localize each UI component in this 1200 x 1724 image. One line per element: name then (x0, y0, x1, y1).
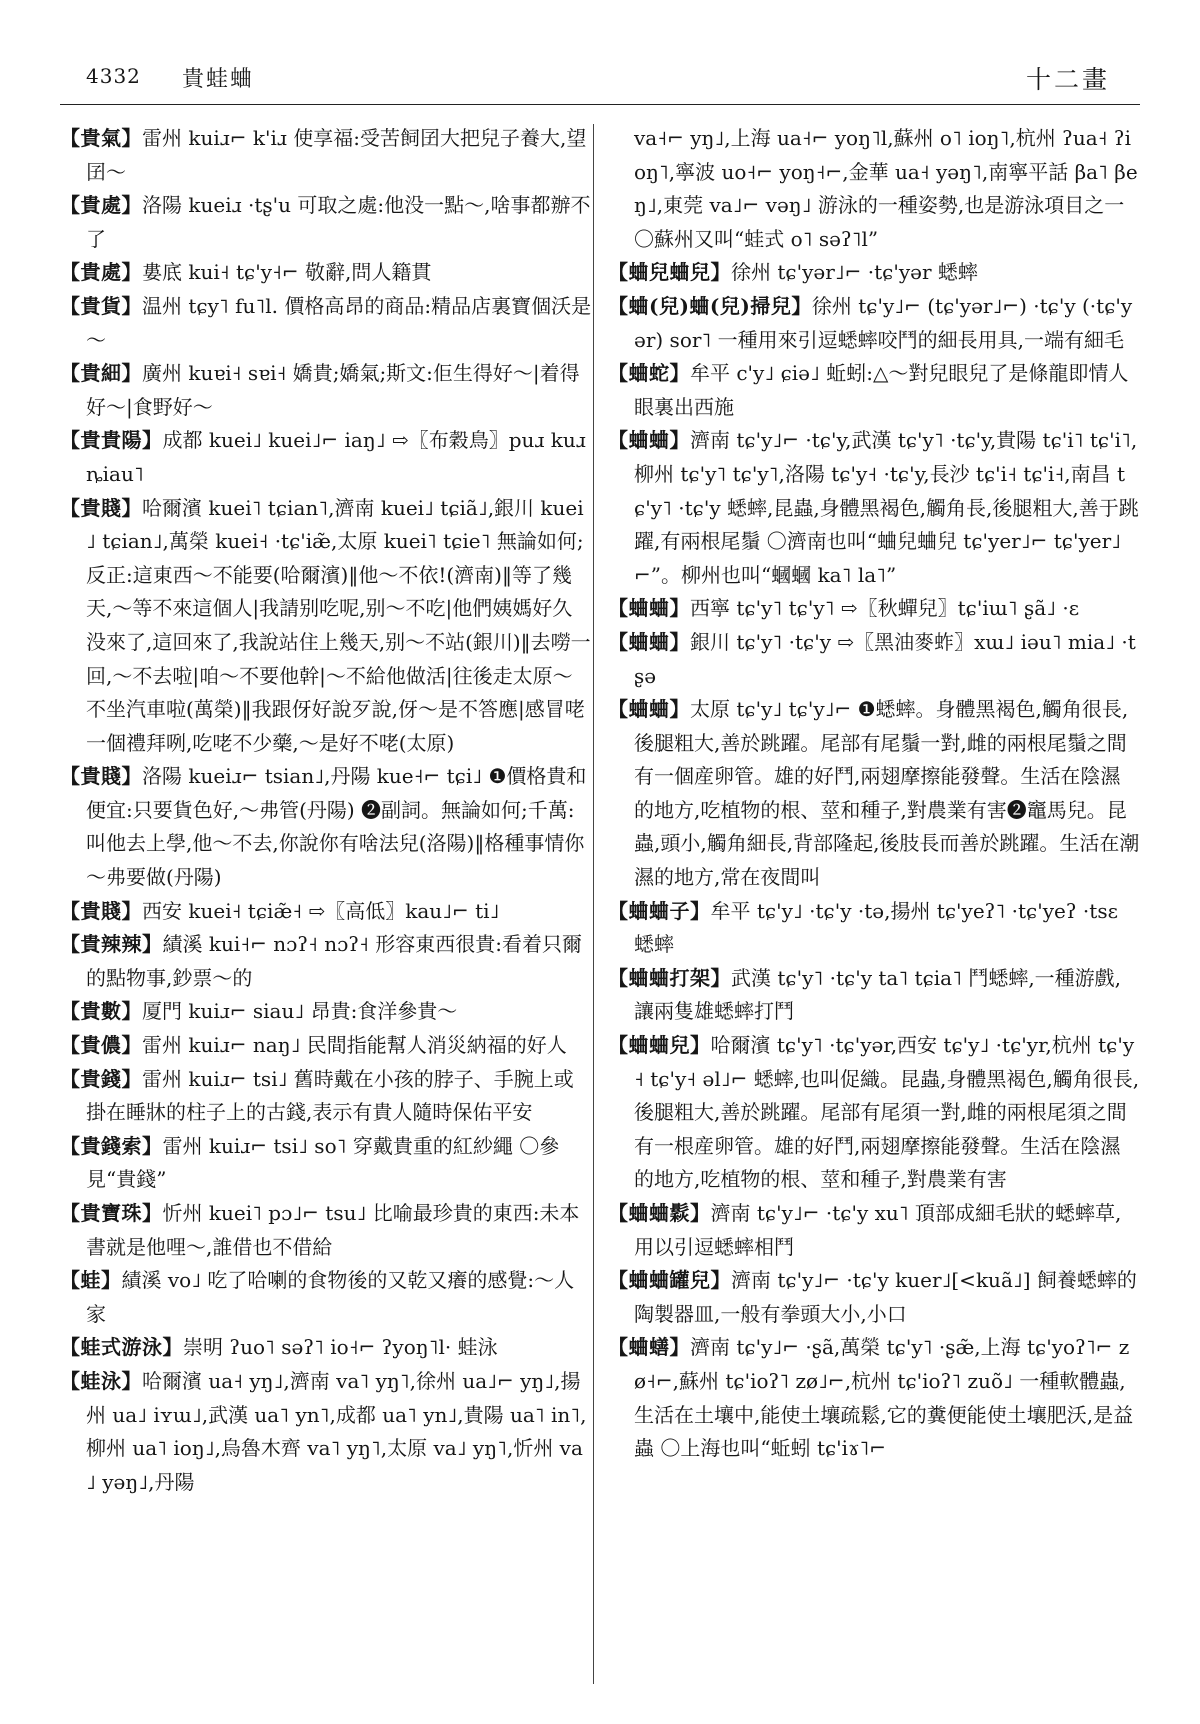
dictionary-entry (60, 424, 592, 491)
entry-headword: 【貴細】 (60, 361, 142, 386)
entry-definition: 忻州 kuei˥ pɔ˩⌐ tsu˩ 比喻最珍貴的東西:未本書就是他哩～,誰借也不借給 (86, 1201, 580, 1259)
dictionary-entry (60, 256, 592, 290)
entry-definition: 銀川 tɕ'y˥ ·tɕ'y ⇨〖黑油麥蚱〗xɯ˩ iəu˥ mia˩ ·tʂə (634, 629, 1136, 688)
dictionary-entry (60, 492, 592, 761)
entry-headword: 【蛐蛐罐兒】 (608, 1268, 731, 1293)
dictionary-entry (60, 357, 592, 424)
entry-definition: 雷州 kuiɹ⌐ tsi˩ so˥ 穿戴貴重的紅紗繩 〇參見“貴錢” (86, 1133, 560, 1192)
entry-definition: 婁底 kui˧ tɕ'y˧⌐ 敬辭,問人籍貫 (142, 260, 432, 285)
dictionary-entry (60, 1365, 592, 1499)
entry-headword: 【貴處】 (60, 193, 142, 218)
entry-headword: 【蛐蟮】 (608, 1335, 690, 1360)
dictionary-entry (60, 1264, 592, 1331)
entry-definition: 武漢 tɕ'y˥ ·tɕ'y ta˥ tɕia˥ 鬥蟋蟀,一種游戲,讓兩隻雄蟋蟀打鬥 (634, 965, 1122, 1024)
entry-definition: 徐州 tɕ'y˩⌐ (tɕ'yər˩⌐) ·tɕ'y (·tɕ'yər) sor˥ 一種用來引逗蟋蟀咬鬥的細長用具,一端有細毛 (634, 293, 1133, 352)
dictionary-entry (608, 592, 1140, 626)
entry-definition: 濟南 tɕ'y˩⌐ ·ʂã,萬榮 tɕ'y˥ ·ʂæ̃,上海 tɕ'yoʔ˥⌐ zø˧⌐,蘇州 tɕ'ioʔ˥ zø˩⌐,杭州 tɕ'ioʔ˥ zuõ˩ 一種軟體蟲,生活在土壤中,能使土壤疏鬆,它的糞便能使土壤肥沃,是益蟲 〇上海也叫“蚯蚓 tɕ'iɤ˥⌐ (634, 1335, 1134, 1461)
entry-headword: 【蛐蛐】 (608, 428, 690, 453)
page-header (60, 58, 1140, 102)
dictionary-entry (608, 1029, 1140, 1197)
entry-headword: 【蛐蛐鬏】 (608, 1201, 711, 1225)
entry-headword: 【貴錢】 (60, 1066, 142, 1091)
entry-definition: 雷州 kuiɹ⌐ k'iɹ 使享福:受苦飼囝大把兒子養大,望囝～ (86, 126, 587, 184)
entry-headword: 【貴寶珠】 (60, 1201, 163, 1225)
dictionary-entry (60, 1130, 592, 1197)
dictionary-entry (60, 1029, 592, 1063)
entry-definition: 廣州 kuɐi˧ sɐi˧ 嬌貴;嬌氣;斯文:佢生得好～|着得好～|食野好～ (86, 361, 580, 419)
entry-headword: 【貴錢索】 (60, 1133, 163, 1158)
dictionary-entry (608, 962, 1140, 1029)
entry-headword: 【蛐蛐】 (608, 697, 690, 722)
dictionary-entry (608, 626, 1140, 693)
right-column (608, 122, 1140, 1692)
header-rule (60, 104, 1140, 105)
dictionary-entry (60, 995, 592, 1029)
entry-headword: 【蛐蛇】 (608, 361, 690, 386)
entry-definition: 徐州 tɕ'yər˩⌐ ·tɕ'yər 蟋蟀 (731, 260, 978, 285)
entry-definition: 濟南 tɕ'y˩⌐ ·tɕ'y xu˥ 頂部成細毛狀的蟋蟀草,用以引逗蟋蟀相鬥 (634, 1201, 1122, 1259)
entry-definition: 太原 tɕ'y˩ tɕ'y˩⌐ ❶蟋蟀。身體黑褐色,觸角很長,後腿粗大,善於跳躍。尾部有尾鬚一對,雌的兩根尾鬚之間有一個産卵管。雄的好鬥,兩翅摩擦能發聲。生活在陰濕的地方,吃植物的根、莖和種子,對農業有害❷竈馬兒。昆蟲,頭小,觸角細長,背部隆起,後肢長而善於跳躍。生活在潮濕的地方,常在夜間叫 (634, 697, 1140, 890)
entry-headword: 【貴賤】 (60, 495, 142, 520)
entry-headword: 【蛐蛐】 (608, 629, 690, 654)
dictionary-entry (60, 1063, 592, 1130)
dictionary-entry (60, 122, 592, 189)
page-number: 4332 (86, 64, 141, 88)
dictionary-entry (60, 189, 592, 256)
entry-headword: 【貴儂】 (60, 1033, 142, 1058)
dictionary-entry (608, 1264, 1140, 1331)
entry-headword: 【蛙泳】 (60, 1368, 142, 1393)
entry-definition: 洛陽 kueiɹ ·tʂ'u 可取之處:他没一點～,啥事都辦不了 (86, 193, 591, 251)
dictionary-entry (608, 895, 1140, 962)
entry-definition: 濟南 tɕ'y˩⌐ ·tɕ'y kuer˩[<kuã˩] 飼養蟋蟀的陶製器皿,一般有拳頭大小,小口 (634, 1268, 1137, 1326)
dictionary-entry (60, 1197, 592, 1264)
dictionary-entry (60, 760, 592, 894)
stroke-count-label: 十二畫 (1025, 65, 1110, 94)
entry-continuation (608, 122, 1140, 256)
dictionary-entry (60, 928, 592, 995)
entry-definition: 哈爾濱 ua˧ yŋ˩,濟南 va˥ yŋ˥,徐州 ua˩⌐ yŋ˩,揚州 ua˩ iʏɯ˩,武漢 ua˥ yn˥,成都 ua˥ yn˩,貴陽 ua˥ in˥,柳州 ua˥ ioŋ˩,烏魯木齊 va˥ yŋ˥,太原 va˩ yŋ˥,忻州 va˩ yəŋ˩,丹陽 (86, 1368, 587, 1494)
entry-definition: 西安 kuei˧ tɕiæ̃˧ ⇨〖高低〗kau˩⌐ ti˩ (142, 898, 500, 923)
entry-headword: 【貴賤】 (60, 764, 142, 789)
entry-definition: 哈爾濱 tɕ'y˥ ·tɕ'yər,西安 tɕ'y˩ ·tɕ'yr,杭州 tɕ'y˧ tɕ'y˧ əl˩⌐ 蟋蟀,也叫促織。昆蟲,身體黑褐色,觸角很長,後腿粗大,善於跳躍。尾部有尾須一對,雌的兩根尾須之間有一根産卵管。雄的好鬥,兩翅摩擦能發聲。生活在陰濕的地方,吃植物的根、莖和種子,對農業有害 (634, 1033, 1140, 1192)
entry-headword: 【貴氣】 (60, 126, 142, 150)
running-head: 貴蛙蛐 (182, 67, 255, 92)
entry-headword: 【蛐蛐子】 (608, 898, 711, 923)
entry-definition: va˧⌐ yŋ˩,上海 ua˧⌐ yoŋ˥l,蘇州 o˥ ioŋ˥,杭州 ʔua˧ ʔioŋ˥,寧波 uo˧⌐ yoŋ˧⌐,金華 ua˧ yəŋ˥,南寧平話 βa˥ βeŋ˩,東莞 va˩⌐ vəŋ˩ 游泳的一種姿勢,也是游泳項目之一 〇蘇州又叫“蛙式 o˥ səʔ˥l” (634, 126, 1138, 251)
dictionary-entry (608, 290, 1140, 357)
dictionary-entry (60, 895, 592, 929)
entry-definition: 雷州 kuiɹ⌐ tsi˩ 舊時戴在小孩的脖子、手腕上或掛在睡牀的柱子上的古錢,表示有貴人隨時保佑平安 (86, 1066, 574, 1125)
entry-headword: 【貴貴陽】 (60, 428, 163, 453)
entry-headword: 【蛐蛐兒】 (608, 1033, 711, 1058)
dictionary-entry (608, 357, 1140, 424)
entry-definition: 成都 kuei˩ kuei˩⌐ iaŋ˩ ⇨〖布穀鳥〗puɹ kuɹ ȵiau˥ (86, 428, 586, 486)
entry-headword: 【蛐蛐打架】 (608, 965, 731, 990)
dictionary-entry (60, 290, 592, 357)
entry-headword: 【貴賤】 (60, 898, 142, 923)
entry-headword: 【蛙】 (60, 1268, 122, 1293)
entry-definition: 濟南 tɕ'y˩⌐ ·tɕ'y,武漢 tɕ'y˥ ·tɕ'y,貴陽 tɕ'i˥ tɕ'i˥,柳州 tɕ'y˥ tɕ'y˥,洛陽 tɕ'y˧ ·tɕ'y,長沙 tɕ'i˧ tɕ'i˧,南昌 tɕ'y˥ ·tɕ'y 蟋蟀,昆蟲,身體黑褐色,觸角長,後腿粗大,善于跳躍,有兩根尾鬚 〇濟南也叫“蛐兒蛐兒 tɕ'yer˩⌐ tɕ'yer˩⌐”。柳州也叫“蟈蟈 ka˥ la˥” (634, 428, 1139, 587)
entry-headword: 【貴處】 (60, 260, 142, 285)
entry-definition: 洛陽 kueiɹ⌐ tsian˩,丹陽 kue˧⌐ tɕi˩ ❶價格貴和便宜:只要貨色好,～弗管(丹陽) ❷副詞。無論如何;千萬:叫他去上學,他～不去,你說你有啥法兒(洛陽)‖格種事情你～弗要做(丹陽) (86, 764, 587, 890)
dictionary-entry (608, 1331, 1140, 1465)
entry-definition: 温州 tɕy˥ fu˥l. 價格高昂的商品:精品店裏寶個沃是～ (86, 293, 592, 352)
dictionary-entry (608, 424, 1140, 592)
dictionary-entry (608, 256, 1140, 290)
entry-headword: 【蛐蛐】 (608, 596, 690, 621)
entry-definition: 雷州 kuiɹ⌐ naŋ˩ 民間指能幫人消災納福的好人 (142, 1033, 567, 1058)
column-divider (593, 124, 594, 1684)
dictionary-entry (60, 1331, 592, 1365)
entry-definition: 績溪 kui˧⌐ nɔʔ˧ nɔʔ˧ 形容東西很貴:看着只爾的點物事,鈔票～的 (86, 932, 583, 990)
entry-definition: 崇明 ʔuo˥ səʔ˥ io˧⌐ ʔyoŋ˥l· 蛙泳 (183, 1335, 498, 1360)
entry-definition: 哈爾濱 kuei˥ tɕian˥,濟南 kuei˩ tɕiã˩,銀川 kuei˩ tɕian˩,萬榮 kuei˧ ·tɕ'iæ̃,太原 kuei˥ tɕie˥ 無論如何;反正:這東西～不能要(哈爾濱)‖他～不依!(濟南)‖等了幾天,～等不來這個人|我請别吃呢,别～不吃|他們姨媽好久没來了,這回來了,我說站住上幾天,别～不站(銀川)‖去嘮一回,～不去啦|咱～不要他幹|～不給他做活|往後走太原～不坐汽車啦(萬榮)‖我跟伢好說歹說,伢～是不答應|感冒咾一個禮拜咧,吃咾不少藥,～是好不咾(太原) (86, 495, 591, 755)
entry-definition: 牟平 tɕ'y˩ ·tɕ'y ·tə,揚州 tɕ'yeʔ˥ ·tɕ'yeʔ ·tsɛ 蟋蟀 (634, 898, 1118, 957)
entry-definition: 厦門 kuiɹ⌐ siau˩ 昂貴:食洋參貴～ (142, 999, 458, 1024)
dictionary-entry (608, 1197, 1140, 1264)
entry-headword: 【貴貨】 (60, 293, 142, 318)
dictionary-entry (608, 693, 1140, 895)
entry-headword: 【貴數】 (60, 999, 142, 1024)
entry-headword: 【蛐兒蛐兒】 (608, 260, 731, 285)
entry-definition: 西寧 tɕ'y˥ tɕ'y˥ ⇨〖秋蟬兒〗tɕ'iɯ˥ ʂã˩ ·ɛ (690, 596, 1080, 621)
entry-definition: 牟平 c'y˩ ɕiə˩ 蚯蚓:△～對兒眼兒了是條龍即情人眼裏出西施 (634, 361, 1129, 419)
entry-headword: 【蛙式游泳】 (60, 1335, 183, 1360)
entry-headword: 【蛐(兒)蛐(兒)掃兒】 (608, 293, 812, 318)
left-column (60, 122, 592, 1692)
entry-definition: 績溪 vo˩ 吃了哈喇的食物後的又乾又癢的感覺:～人家 (86, 1268, 575, 1326)
entry-headword: 【貴辣辣】 (60, 932, 163, 957)
